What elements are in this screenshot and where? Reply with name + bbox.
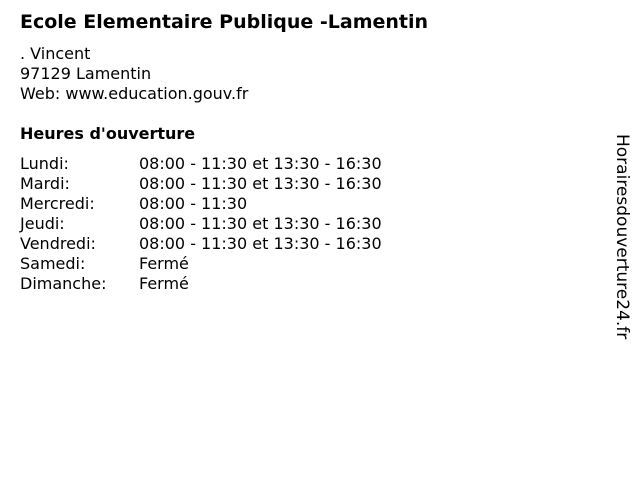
day-label: Vendredi: (20, 234, 96, 253)
hours-row-samedi (20, 254, 382, 274)
hours-row-vendredi (20, 234, 382, 254)
hours-row-lundi (20, 154, 382, 174)
hours-row-mercredi (20, 194, 382, 214)
day-label: Jeudi: (20, 214, 65, 233)
address-line-city: 97129 Lamentin (20, 64, 152, 83)
website-link[interactable]: Web: www.education.gouv.fr (20, 84, 249, 103)
time-value: 08:00 - 11:30 et 13:30 - 16:30 (139, 154, 382, 173)
brand-watermark (612, 134, 634, 374)
hours-row-dimanche (20, 274, 382, 294)
hours-row-jeudi (20, 214, 382, 234)
time-value: 08:00 - 11:30 et 13:30 - 16:30 (139, 234, 382, 253)
day-label: Mardi: (20, 174, 70, 193)
brand-site-name: Horairesdouverture24.fr (612, 134, 632, 340)
time-value: 08:00 - 11:30 et 13:30 - 16:30 (139, 174, 382, 193)
hours-row-mardi (20, 174, 382, 194)
time-value: 08:00 - 11:30 (139, 194, 248, 213)
day-label: Mercredi: (20, 194, 95, 213)
school-name: Ecole Elementaire Publique -Lamentin (20, 11, 429, 33)
time-value: 08:00 - 11:30 et 13:30 - 16:30 (139, 214, 382, 233)
school-address (20, 44, 248, 104)
hours-heading: Heures d'ouverture (20, 124, 196, 143)
time-value: Fermé (139, 274, 189, 293)
time-value: Fermé (139, 254, 189, 273)
day-label: Samedi: (20, 254, 86, 273)
day-label: Dimanche: (20, 274, 107, 293)
hours-table (20, 154, 382, 294)
address-line-street: . Vincent (20, 44, 91, 63)
day-label: Lundi: (20, 154, 69, 173)
